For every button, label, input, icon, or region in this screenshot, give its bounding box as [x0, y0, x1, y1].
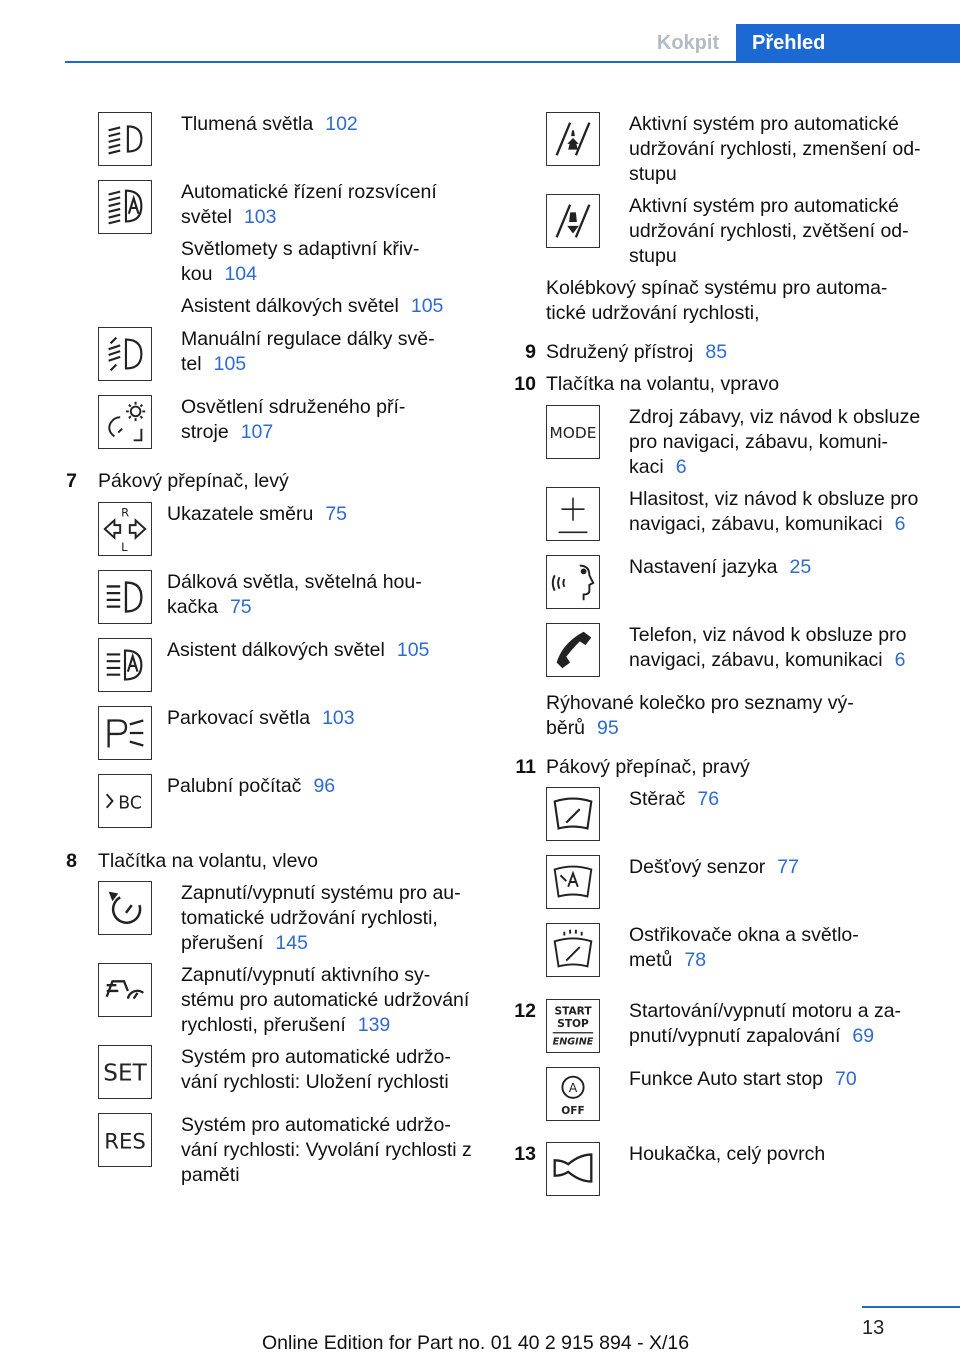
instrument-lighting-text: Osvětlení sdruženého pří- stroje 107	[181, 396, 406, 443]
distance-increase-text: Aktivní systém pro automatické udržování rychlosti, zvětšení od- stupu	[629, 195, 909, 267]
set-icon	[98, 1045, 152, 1099]
tab-prehled[interactable]: Přehled	[736, 24, 960, 62]
res-text: Systém pro automatické udržo- vání rychlosti: Vyvolání rychlosti z paměti	[181, 1114, 472, 1186]
parking-light-icon	[98, 706, 152, 760]
mode-text: Zdroj zábavy, viz návod k obsluze pro navigaci, zábavu, komuni- kaci 6	[629, 406, 921, 478]
rocker-switch-text: Kolébkový spínač systému pro automa- tické udržování rychlosti,	[546, 277, 888, 324]
auto-start-stop-text: Funkce Auto start stop 70	[629, 1068, 857, 1090]
thumbwheel-text: Rýhované kolečko pro seznamy vý- běrů 95	[546, 692, 854, 739]
tab-kokpit[interactable]: Kokpit	[640, 24, 736, 62]
svg-text:MODE: MODE	[549, 423, 597, 442]
header-rule	[65, 61, 960, 63]
svg-text:SET: SET	[103, 1060, 147, 1087]
auto-headlight-icon	[98, 180, 152, 234]
page-number: 13	[862, 1317, 885, 1339]
set-text: Systém pro automatické udržo- vání rychlosti: Uložení rychlosti	[181, 1046, 451, 1093]
washer-icon	[546, 923, 600, 977]
distance-decrease-text: Aktivní systém pro automatické udržování rychlosti, zmenšení od- stupu	[629, 113, 921, 185]
turn-signal-icon	[98, 502, 152, 556]
res-icon	[98, 1113, 152, 1167]
rain-sensor-icon	[546, 855, 600, 909]
svg-text:STOP: STOP	[557, 1017, 589, 1030]
distance-increase-icon	[546, 194, 600, 248]
high-beam-assist-text: Asistent dálkových světel 105	[181, 295, 444, 317]
start-stop-text: Startování/vypnutí motoru a za- pnutí/vypnutí zapalování 69	[629, 1000, 902, 1047]
active-cruise-text: Zapnutí/vypnutí aktivního sy- stému pro automatické udržování rychlosti, přerušení 139	[181, 964, 470, 1036]
svg-text:A: A	[568, 1080, 578, 1096]
svg-text:R: R	[121, 505, 130, 520]
section-number-8: 8	[66, 850, 77, 872]
instrument-lighting-icon	[98, 395, 152, 449]
section-8-title: Tlačítka na volantu, vlevo	[98, 850, 319, 872]
high-beam-assistant-text: Asistent dálkových světel 105	[167, 639, 430, 661]
section-number-13: 13	[514, 1143, 536, 1165]
high-beam-assistant-icon	[98, 638, 152, 692]
horn-text: Houkačka, celý povrch	[629, 1143, 826, 1165]
low-beam-icon	[98, 112, 152, 166]
section-number-11: 11	[515, 756, 536, 778]
volume-text: Hlasitost, viz návod k obsluze pro navigaci, zábavu, komunikaci 6	[629, 488, 919, 535]
phone-text: Telefon, viz návod k obsluze pro navigaci, zábavu, komunikaci 6	[629, 624, 907, 671]
svg-text:L: L	[121, 540, 128, 555]
active-cruise-icon	[98, 963, 152, 1017]
footer-rule	[862, 1306, 960, 1308]
voice-text: Nastavení jazyka 25	[629, 556, 812, 578]
section-number-12: 12	[514, 1000, 536, 1022]
bc-text: Palubní počítač 96	[167, 775, 336, 797]
svg-text:BC: BC	[118, 793, 142, 814]
section-11-title: Pákový přepínač, pravý	[546, 756, 750, 778]
voice-icon	[546, 555, 600, 609]
wiper-text: Stěrač 76	[629, 788, 720, 810]
high-beam-text: Dálková světla, světelná hou- kačka 75	[167, 571, 422, 618]
svg-text:START: START	[554, 1005, 592, 1018]
headlight-range-icon	[98, 327, 152, 381]
phone-icon	[546, 623, 600, 677]
low-beam-text: Tlumená světla 102	[181, 113, 358, 135]
turn-signal-text: Ukazatele směru 75	[167, 503, 348, 525]
svg-text:ENGINE: ENGINE	[552, 1036, 594, 1048]
bc-icon	[98, 774, 152, 828]
volume-icon	[546, 487, 600, 541]
section-number-10: 10	[514, 373, 536, 395]
headlight-range-text: Manuální regulace dálky svě- tel 105	[181, 328, 435, 375]
distance-decrease-icon	[546, 112, 600, 166]
auto-headlight-text: Automatické řízení rozsvícení světel 103	[181, 181, 437, 228]
horn-icon	[546, 1142, 600, 1196]
cruise-control-icon	[98, 881, 152, 935]
edition-text: Online Edition for Part no. 01 40 2 915 894 - X/16	[262, 1332, 690, 1354]
wiper-icon	[546, 787, 600, 841]
svg-text:OFF: OFF	[561, 1105, 585, 1118]
adaptive-headlight-text: Světlomety s adaptivní křiv- kou 104	[181, 238, 420, 285]
section-9-title: Sdružený přístroj 85	[546, 341, 728, 363]
section-10-title: Tlačítka na volantu, vpravo	[546, 373, 780, 395]
mode-icon	[546, 405, 600, 459]
section-number-7: 7	[66, 470, 77, 492]
cruise-control-text: Zapnutí/vypnutí systému pro au- tomatické udržování rychlosti, přerušení 145	[181, 882, 461, 954]
high-beam-icon	[98, 570, 152, 624]
parking-light-text: Parkovací světla 103	[167, 707, 355, 729]
rain-sensor-text: Dešťový senzor 77	[629, 856, 799, 878]
svg-text:RES: RES	[104, 1128, 146, 1154]
washer-text: Ostřikovače okna a světlo- metů 78	[629, 924, 859, 971]
section-7-title: Pákový přepínač, levý	[98, 470, 289, 492]
section-number-9: 9	[525, 341, 536, 363]
auto-start-stop-icon	[546, 1067, 600, 1121]
start-stop-icon	[546, 999, 600, 1053]
